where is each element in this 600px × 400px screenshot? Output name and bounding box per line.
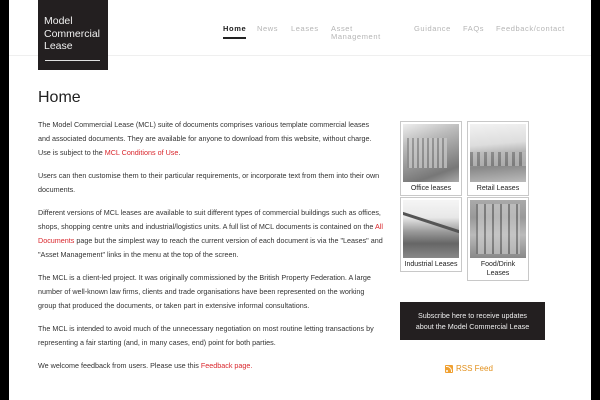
nav-news[interactable]: News bbox=[257, 24, 279, 33]
site-header bbox=[9, 0, 591, 56]
feedback-page-link[interactable]: Feedback page. bbox=[200, 361, 253, 370]
site-logo[interactable] bbox=[38, 0, 108, 70]
nav-guidance[interactable]: Guidance bbox=[414, 24, 451, 33]
subscribe-line: Subscribe here to receive updates bbox=[417, 311, 528, 320]
retail-leases-card[interactable] bbox=[467, 121, 529, 196]
nav-label: Asset bbox=[331, 24, 353, 33]
paragraph bbox=[38, 359, 383, 373]
paragraph: Users can then customise them to their particular requirements, or incorporate text from them into their own documents. bbox=[38, 171, 380, 194]
nav-home[interactable]: Home bbox=[223, 24, 247, 33]
rss-icon bbox=[445, 365, 453, 373]
nav-leases[interactable]: Leases bbox=[291, 24, 319, 33]
conditions-of-use-link[interactable]: MCL Conditions of Use bbox=[104, 148, 179, 157]
logo-line: Model bbox=[44, 15, 73, 27]
page bbox=[9, 0, 591, 400]
food-drink-leases-card[interactable] bbox=[467, 197, 529, 281]
card-caption: Office leases bbox=[410, 185, 452, 192]
office-building-image bbox=[403, 124, 459, 182]
retail-mall-image bbox=[470, 124, 526, 182]
rss-feed-link[interactable] bbox=[445, 364, 493, 373]
nav-faqs[interactable]: FAQs bbox=[463, 24, 485, 33]
logo-line: Commercial bbox=[44, 27, 101, 40]
logo-rule bbox=[45, 60, 100, 61]
industrial-leases-card[interactable] bbox=[400, 197, 462, 272]
paragraph: The MCL is a client-led project. It was originally commissioned by the British Property Federation. A large number of well-known law firms, clients and trade organisations have been represented on the working group that produced the documents, or taken part in extensive informal consultations. bbox=[38, 273, 371, 310]
paragraph-text: page but the simplest way to reach the current version of each document is via the "Leases" and "Asset Management" links in the menu at the top of the screen. bbox=[38, 236, 383, 259]
page-title: Home bbox=[38, 89, 81, 106]
paragraph: The MCL is intended to avoid much of the unnecessary negotiation on most routine letting transactions by representing a fair starting (and, in many cases, end) point for both parties. bbox=[38, 324, 374, 347]
paragraph-text: . bbox=[178, 148, 181, 157]
main-content bbox=[38, 118, 383, 382]
card-caption: Retail Leases bbox=[476, 185, 520, 192]
nav-asset-management[interactable] bbox=[331, 25, 381, 41]
nav-feedback-contact[interactable]: Feedback/contact bbox=[496, 24, 565, 33]
subscribe-button[interactable] bbox=[400, 302, 545, 340]
food-drink-venue-image bbox=[470, 200, 526, 258]
paragraph bbox=[38, 118, 383, 160]
paragraph-text: We welcome feedback from users. Please use this bbox=[38, 361, 201, 370]
nav-label: Management bbox=[331, 32, 381, 41]
rss-label: RSS Feed bbox=[456, 364, 493, 373]
logo-line: Lease bbox=[44, 40, 73, 52]
paragraph bbox=[38, 206, 383, 262]
all-documents-link[interactable]: All Documents bbox=[38, 222, 383, 245]
card-caption: Industrial Leases bbox=[404, 261, 458, 268]
paragraph-text: Different versions of MCL leases are available to suit different types of commercial buildings such as offices, shops, shopping centre units and industrial/logistics units. A full list of MCL documents is contained on the bbox=[38, 208, 381, 231]
paragraph-text: The Model Commercial Lease (MCL) suite of documents comprises various template commercial leases and associated documents. They are available for anyone to download from this website, without charge. Use is subject to the bbox=[38, 120, 372, 157]
industrial-warehouse-image bbox=[403, 200, 459, 258]
subscribe-line: about the Model Commercial Lease bbox=[415, 322, 530, 331]
office-leases-card[interactable] bbox=[400, 121, 462, 196]
card-caption: Food/Drink Leases bbox=[480, 261, 516, 277]
